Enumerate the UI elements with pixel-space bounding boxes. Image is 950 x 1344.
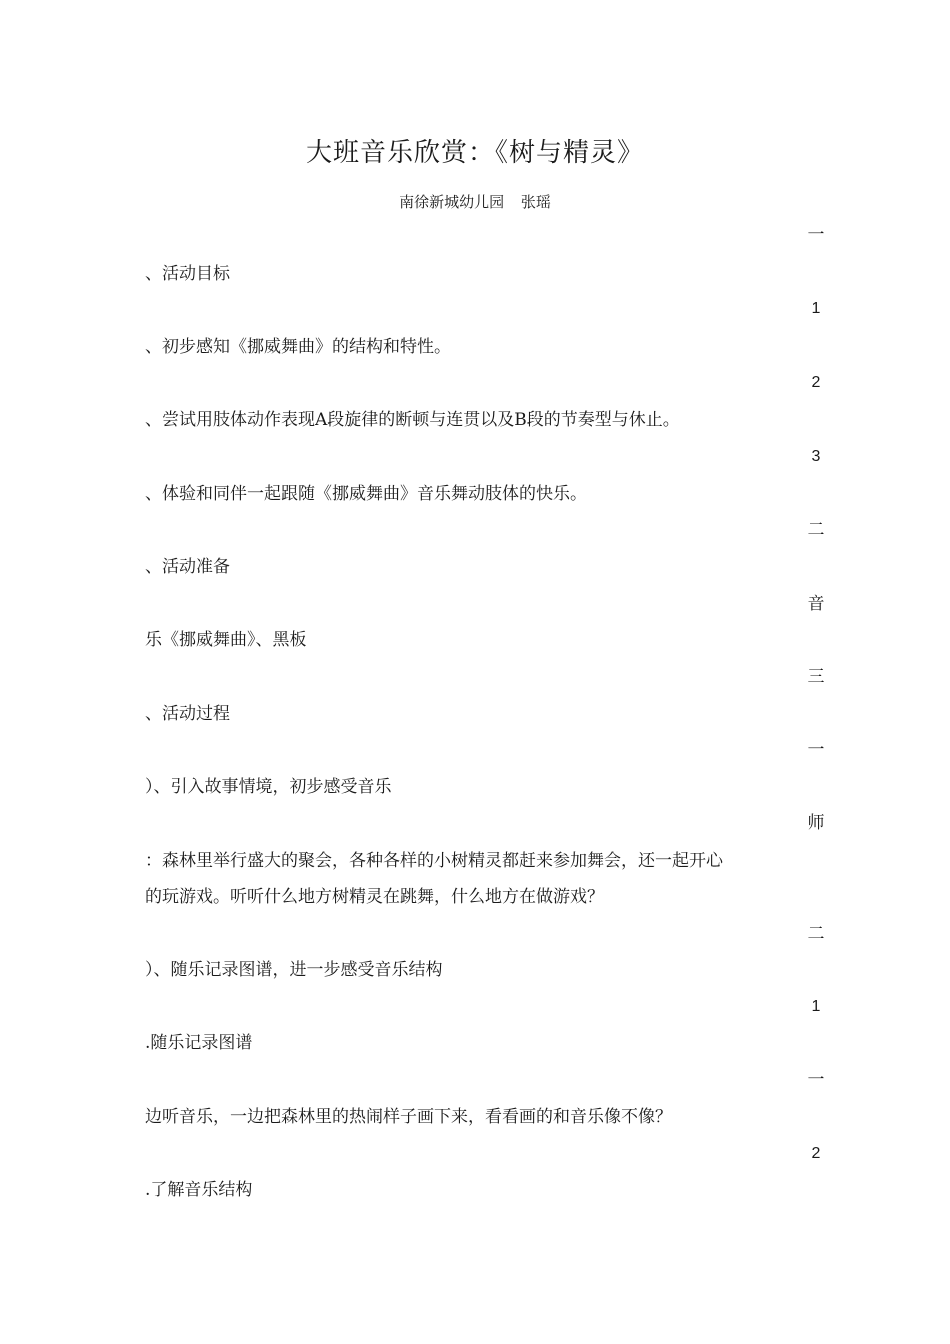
sub-step-1: .随乐记录图谱 xyxy=(145,1033,253,1053)
goal-item-3: 、体验和同伴一起跟随《挪威舞曲》音乐舞动肢体的快乐。 xyxy=(145,484,587,504)
paragraph-line: 边听音乐，一边把森林里的热闹样子画下来，看看画的和音乐像不像？ xyxy=(145,1107,672,1127)
margin-mark: 一 xyxy=(807,1070,825,1090)
paragraph-line: 的玩游戏。听听什么地方树精灵在跳舞，什么地方在做游戏？ xyxy=(145,887,604,907)
margin-mark: 三 xyxy=(807,667,825,687)
margin-mark: 2 xyxy=(811,374,821,391)
section-heading-preparation: 、活动准备 xyxy=(145,557,230,577)
sub-step-2: .了解音乐结构 xyxy=(145,1180,253,1200)
margin-mark: 师 xyxy=(807,813,825,833)
margin-mark: 二 xyxy=(807,924,825,944)
goal-item-2: 、尝试用肢体动作表现A段旋律的断顿与连贯以及B段的节奏型与休止。 xyxy=(145,410,680,430)
section-heading-process: 、活动过程 xyxy=(145,704,230,724)
section-heading-goals: 、活动目标 xyxy=(145,264,230,284)
paragraph-line: ：森林里举行盛大的聚会，各种各样的小树精灵都赶来参加舞会，还一起开心 xyxy=(145,851,723,871)
preparation-item: 乐《挪威舞曲》、黑板 xyxy=(145,630,307,650)
margin-mark: 一 xyxy=(807,225,825,245)
margin-mark: 1 xyxy=(811,300,821,317)
goal-item-1: 、初步感知《挪威舞曲》的结构和特性。 xyxy=(145,337,451,357)
process-step-1: ）、引入故事情境，初步感受音乐 xyxy=(145,777,392,797)
author-line xyxy=(0,192,950,212)
margin-mark: 3 xyxy=(811,448,821,465)
margin-mark: 二 xyxy=(807,520,825,540)
margin-mark: 一 xyxy=(807,740,825,760)
author-school: 南徐新城幼儿园 xyxy=(399,193,505,211)
process-step-2: ）、随乐记录图谱，进一步感受音乐结构 xyxy=(145,960,443,980)
page-title: 大班音乐欣赏：《树与精灵》 xyxy=(305,138,644,168)
author-name: 张瑶 xyxy=(520,193,551,211)
margin-mark: 音 xyxy=(807,594,825,614)
margin-mark: 2 xyxy=(811,1145,821,1162)
margin-mark: 1 xyxy=(811,998,821,1015)
